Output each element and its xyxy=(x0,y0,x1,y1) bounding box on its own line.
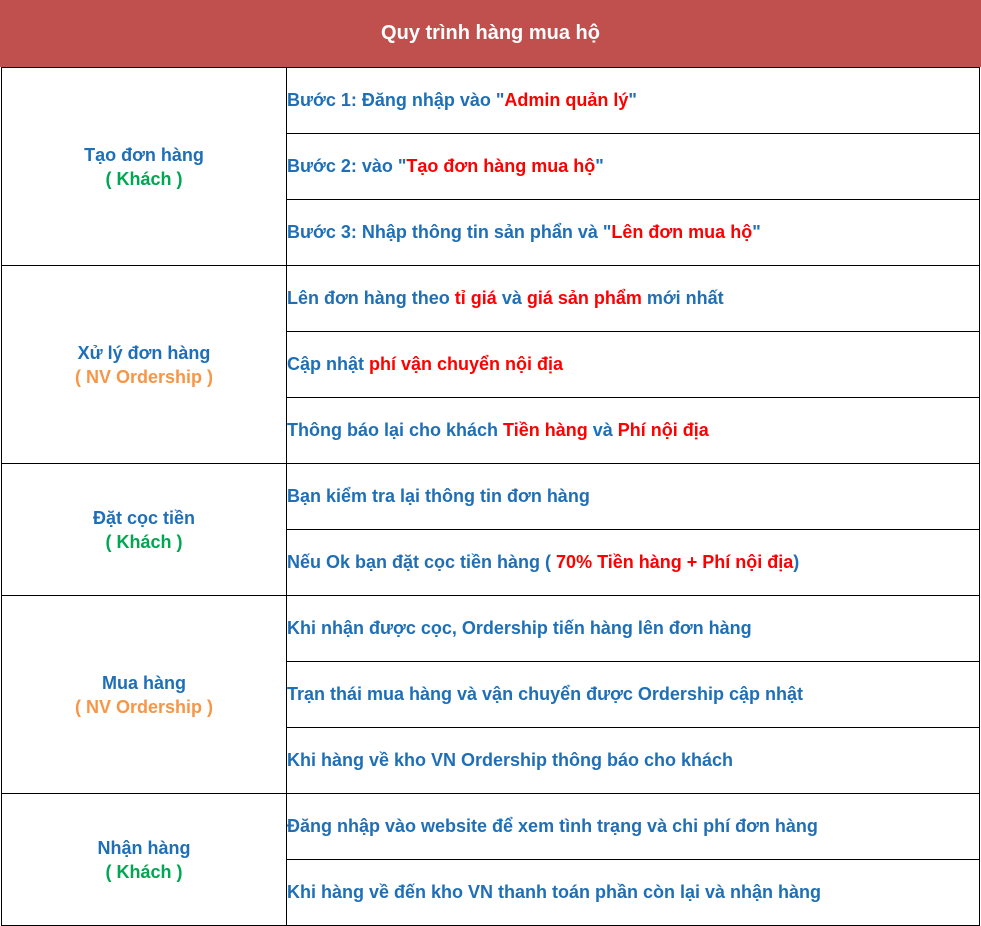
step-cell xyxy=(287,266,980,332)
stage-cell xyxy=(2,68,287,266)
stage-role: ( NV Ordership ) xyxy=(74,696,213,717)
table-row xyxy=(2,464,980,530)
stage-role: ( Khách ) xyxy=(105,168,183,189)
step-cell xyxy=(287,662,980,728)
step-highlight: phí vận chuyển nội địa xyxy=(369,354,564,374)
step-text: Bước 2: vào " xyxy=(287,156,407,176)
step-cell xyxy=(287,200,980,266)
step-text: Khi hàng về kho VN Ordership thông báo cho khách xyxy=(287,750,734,770)
sheet-title: Quy trình hàng mua hộ xyxy=(0,0,981,67)
step-text: và xyxy=(496,288,527,308)
step-cell xyxy=(287,794,980,860)
step-highlight: tỉ giá xyxy=(454,288,497,308)
step-text: Khi nhận được cọc, Ordership tiến hàng lên đơn hàng xyxy=(287,618,752,638)
stage-cell xyxy=(2,464,287,596)
step-text: Lên đơn hàng theo xyxy=(287,288,455,308)
stage-name: Xử lý đơn hàng xyxy=(77,342,211,363)
stage-name: Đặt cọc tiền xyxy=(92,507,196,528)
step-highlight: Lên đơn mua hộ xyxy=(611,222,753,242)
step-text: Thông báo lại cho khách xyxy=(287,420,504,440)
stage-name: Tạo đơn hàng xyxy=(84,144,204,165)
step-text: " xyxy=(595,156,604,176)
stage-name: Nhận hàng xyxy=(97,837,191,858)
stage-cell xyxy=(2,794,287,926)
step-text: Trạn thái mua hàng và vận chuyển được Ordership cập nhật xyxy=(287,684,803,704)
step-cell xyxy=(287,860,980,926)
step-text: Khi hàng về đến kho VN thanh toán phần còn lại và nhận hàng xyxy=(287,882,822,902)
stage-role: ( Khách ) xyxy=(105,531,183,552)
process-table xyxy=(1,67,980,926)
table-row xyxy=(2,68,980,134)
step-text: " xyxy=(752,222,761,242)
table-row xyxy=(2,266,980,332)
step-cell xyxy=(287,332,980,398)
table-row xyxy=(2,794,980,860)
step-text: mới nhất xyxy=(641,288,724,308)
step-text: Nếu Ok bạn đặt cọc tiền hàng ( xyxy=(287,552,557,572)
step-cell xyxy=(287,398,980,464)
step-highlight: Tạo đơn hàng mua hộ xyxy=(406,156,596,176)
step-highlight: Admin quản lý xyxy=(504,90,629,110)
step-cell xyxy=(287,134,980,200)
stage-cell xyxy=(2,596,287,794)
step-cell xyxy=(287,68,980,134)
stage-role: ( Khách ) xyxy=(105,861,183,882)
step-cell xyxy=(287,530,980,596)
step-highlight: Tiền hàng xyxy=(503,420,588,440)
stage-name: Mua hàng xyxy=(102,672,186,693)
step-text: và xyxy=(587,420,618,440)
step-cell xyxy=(287,464,980,530)
step-cell xyxy=(287,728,980,794)
step-text: Đăng nhập vào website để xem tình trạng và chi phí đơn hàng xyxy=(287,816,818,836)
step-highlight: 70% Tiền hàng + Phí nội địa xyxy=(556,552,794,572)
step-text: Bước 3: Nhập thông tin sản phẩn và " xyxy=(287,222,612,242)
step-text: ) xyxy=(793,552,800,572)
step-text: Cập nhật xyxy=(287,354,370,374)
table-row xyxy=(2,596,980,662)
step-highlight: Phí nội địa xyxy=(617,420,709,440)
step-text: Bạn kiểm tra lại thông tin đơn hàng xyxy=(287,486,590,506)
step-cell xyxy=(287,596,980,662)
stage-cell xyxy=(2,266,287,464)
stage-role: ( NV Ordership ) xyxy=(74,366,213,387)
step-highlight: giá sản phẩm xyxy=(526,288,642,308)
step-text: " xyxy=(628,90,637,110)
step-text: Bước 1: Đăng nhập vào " xyxy=(287,90,505,110)
